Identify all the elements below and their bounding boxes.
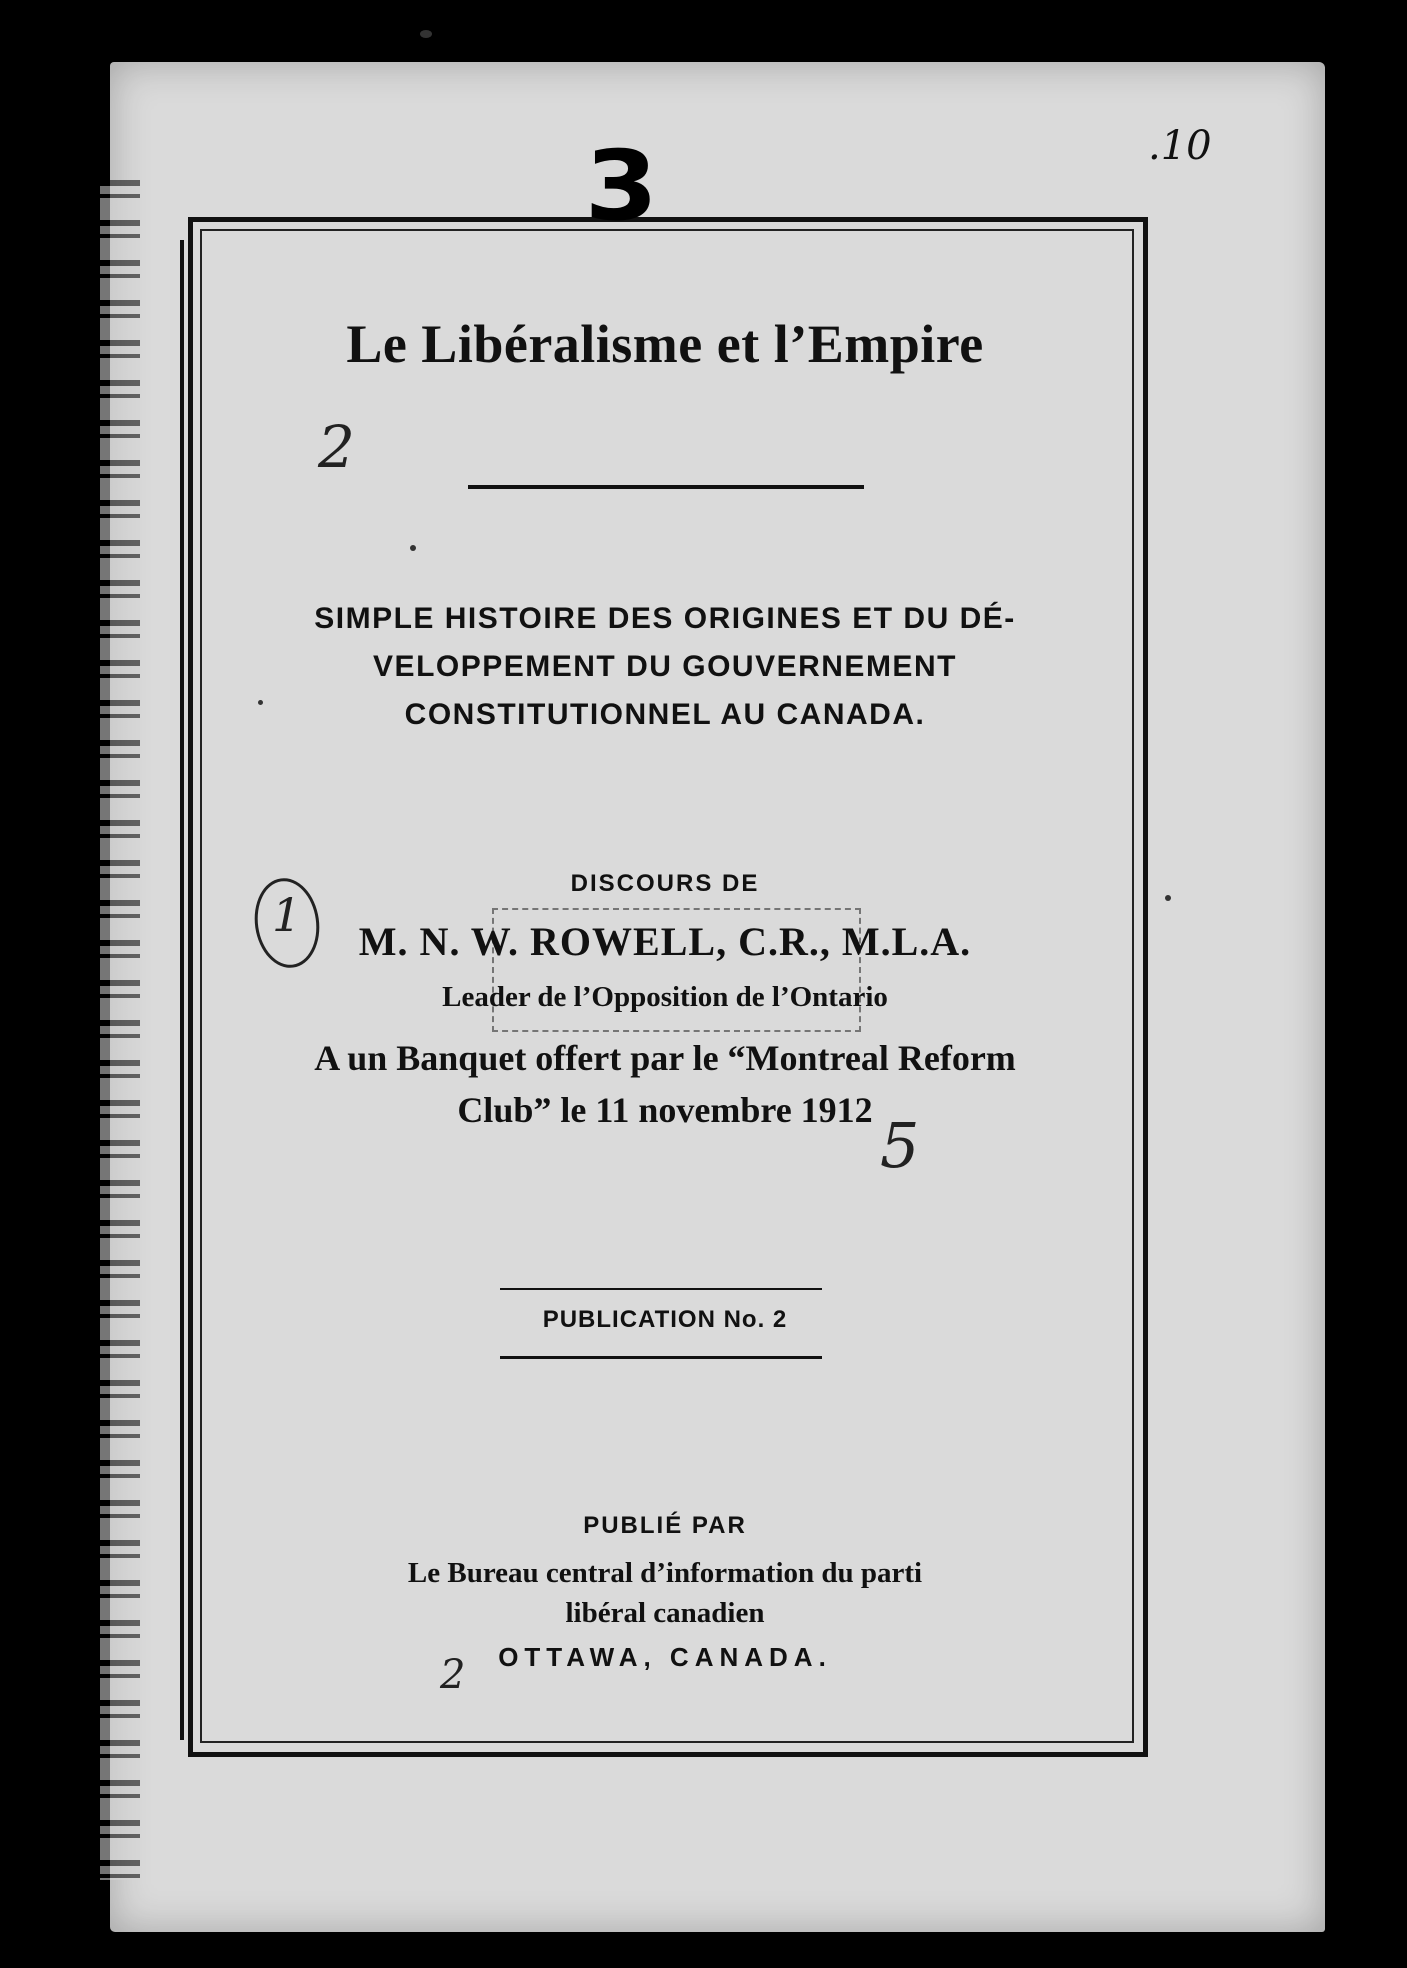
subtitle-line-3: CONSTITUTIONNEL AU CANADA. xyxy=(404,698,926,731)
ink-speck xyxy=(1165,895,1171,901)
handwritten-number-3: 3 xyxy=(584,130,659,242)
banquet-line-1: A un Banquet offert par le “Montreal Reform xyxy=(314,1038,1016,1078)
handwritten-mark-5: 5 xyxy=(880,1109,920,1182)
subtitle-line-1: SIMPLE HISTOIRE DES ORIGINES ET DU DÉ- xyxy=(314,602,1016,635)
publication-rule-top xyxy=(500,1288,822,1290)
publisher-line-1: Le Bureau central d’information du parti xyxy=(407,1557,923,1589)
subtitle-line-2: VELOPPEMENT DU GOUVERNEMENT xyxy=(373,650,957,683)
discours-label: DISCOURS DE xyxy=(570,870,760,897)
publication-rule-bottom xyxy=(500,1356,822,1359)
publication-number: PUBLICATION No. 2 xyxy=(542,1306,788,1333)
speaker-name: M. N. W. ROWELL, C.R., M.L.A. xyxy=(358,919,972,964)
ink-speck xyxy=(420,30,432,38)
document-title: Le Libéralisme et l’Empire xyxy=(346,314,984,374)
banquet-line-2: Club” le 11 novembre 1912 xyxy=(457,1090,873,1130)
publisher-line-2: libéral canadien xyxy=(565,1597,765,1629)
handwritten-mark-2: 2 xyxy=(318,413,355,481)
handwritten-number-10: .10 xyxy=(1148,123,1212,169)
ink-speck xyxy=(410,545,416,551)
banquet-note xyxy=(200,1032,1130,1136)
torn-left-edge xyxy=(100,180,140,1880)
speaker-role: Leader de l’Opposition de l’Ontario xyxy=(442,981,888,1013)
ink-speck xyxy=(258,700,263,705)
handwritten-mark-bottom: 2 xyxy=(440,1652,466,1698)
frame-left-rule xyxy=(180,240,184,1740)
publisher-label: PUBLIÉ PAR xyxy=(583,1512,747,1539)
document-subtitle xyxy=(200,595,1130,739)
publisher-city: OTTAWA, CANADA. xyxy=(498,1642,832,1672)
title-rule xyxy=(468,485,864,489)
publisher-name xyxy=(200,1553,1130,1633)
handwritten-circled-number: 1 xyxy=(272,888,302,942)
